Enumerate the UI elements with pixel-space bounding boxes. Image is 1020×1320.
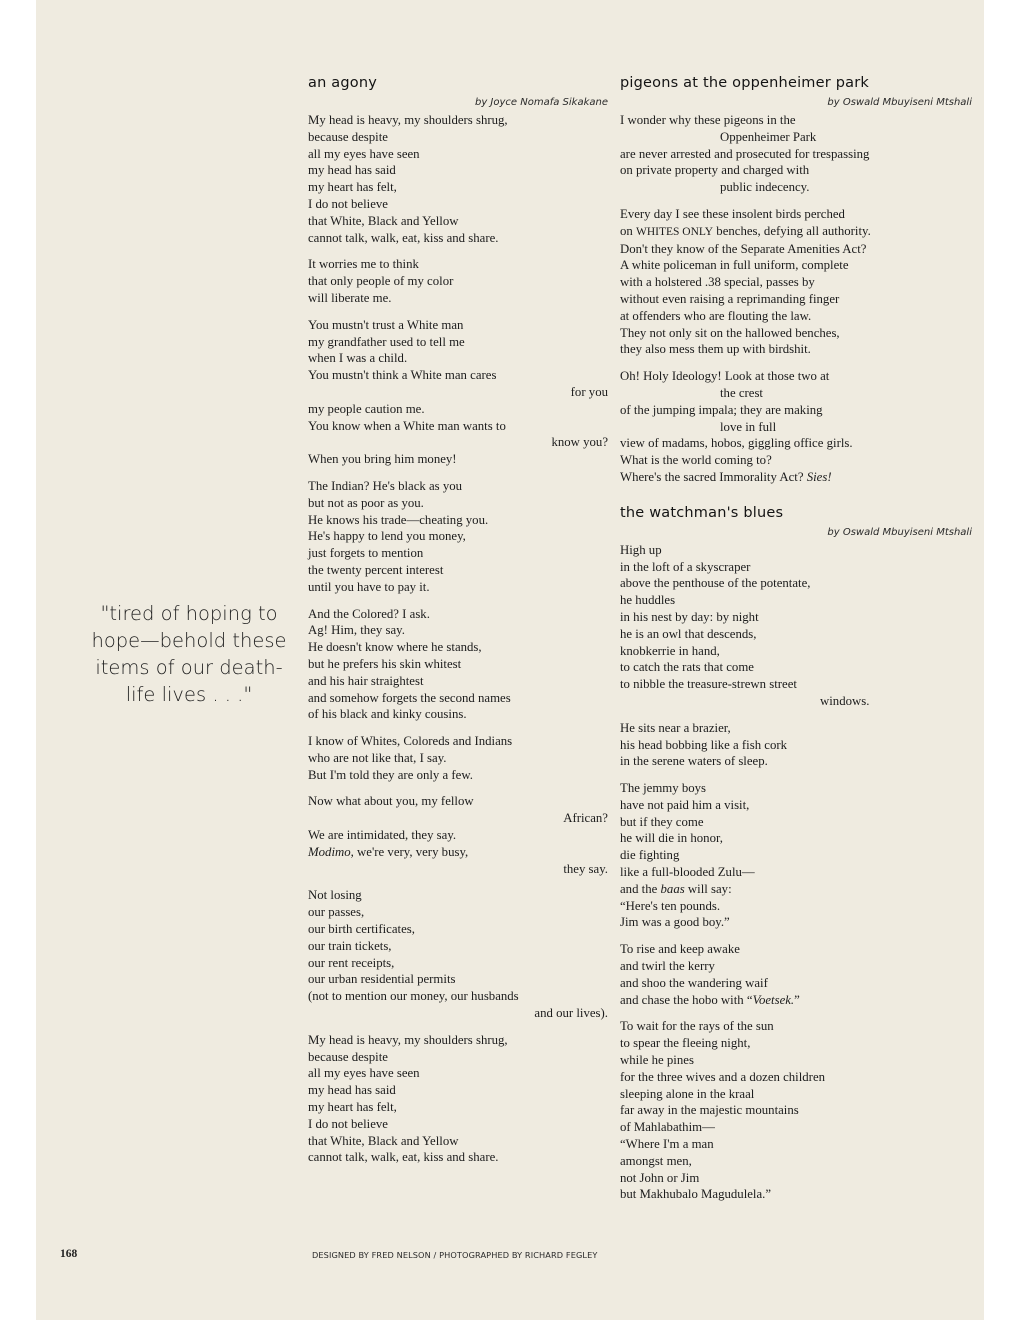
stanza: [308, 733, 608, 783]
poem-line: for you: [570, 384, 608, 399]
poem-line: with a holstered .38 special, passes by: [620, 275, 815, 290]
poem-line: like a full-blooded Zulu—: [620, 865, 755, 880]
poem-line: will liberate me.: [308, 290, 392, 305]
poem-body: [620, 542, 972, 1203]
left-column: [308, 74, 608, 1176]
poem-line: He sits near a brazier,: [620, 720, 731, 735]
stanza: [620, 720, 972, 770]
poem-line: he will die in honor,: [620, 831, 723, 846]
poem-line: all my eyes have seen: [308, 146, 420, 161]
stanza: [308, 606, 608, 724]
poem-line: that only people of my color: [308, 274, 454, 289]
pull-quote: "tired of hoping to hope—behold these items of our death-life lives . . .": [91, 602, 287, 706]
poem-line: And the Colored? I ask.: [308, 606, 430, 621]
poem-an-agony: [308, 74, 608, 1166]
poem-watchmans-blues: [620, 504, 972, 1203]
poem-line: Modimo, we're very, very busy,: [308, 844, 469, 859]
poem-line: he huddles: [620, 593, 676, 608]
poem-line: The Indian? He's black as you: [308, 478, 463, 493]
poem-line: on private property and charged with: [620, 163, 810, 178]
stanza: [308, 478, 608, 596]
poem-line: my head has said: [308, 163, 396, 178]
poem-byline: by Joyce Nomafa Sikakane: [474, 97, 608, 108]
poem-line: just forgets to mention: [308, 546, 424, 561]
poem-line: in the serene waters of sleep.: [620, 754, 768, 769]
poem-line: The jemmy boys: [620, 781, 707, 796]
poem-line: He doesn't know where he stands,: [308, 640, 482, 655]
poem-line: view of madams, hobos, giggling office girls.: [620, 436, 853, 451]
poem-line: his head bobbing like a fish cork: [620, 737, 788, 752]
magazine-page: [36, 0, 984, 1320]
poem-title: an agony: [308, 75, 378, 91]
poem-line: that White, Black and Yellow: [308, 1133, 459, 1148]
poem-line: know you?: [551, 435, 608, 450]
poem-line: not John or Jim: [620, 1170, 700, 1185]
poem-line: I do not believe: [308, 196, 388, 211]
poem-line: (not to mention our money, our husbands: [308, 989, 519, 1004]
poem-line: Oh! Holy Ideology! Look at those two at: [620, 369, 830, 384]
poem-title: the watchman's blues: [620, 504, 784, 521]
poem-line: the crest: [720, 385, 763, 400]
poem-line: public indecency.: [720, 180, 810, 195]
stanza: [308, 256, 608, 306]
poem-line: and somehow forgets the second names: [308, 690, 511, 705]
poem-byline: by Oswald Mbuyiseni Mtshali: [827, 526, 972, 538]
poem-line: my heart has felt,: [308, 1100, 397, 1115]
poem-line: To rise and keep awake: [620, 942, 740, 957]
poem-line: He knows his trade—cheating you.: [308, 512, 489, 527]
poem-line: but Makhubalo Magudulela.”: [620, 1187, 772, 1202]
stanza: [620, 941, 972, 1008]
stanza: [620, 112, 972, 196]
poem-line: all my eyes have seen: [308, 1066, 420, 1081]
poem-line: cannot talk, walk, eat, kiss and share.: [308, 1150, 499, 1165]
poem-line: because despite: [308, 1049, 388, 1064]
poem-body: [620, 112, 972, 486]
poem-line: of his black and kinky cousins.: [308, 707, 467, 722]
poem-line: when I was a child.: [308, 351, 408, 366]
poem-line: on WHITES ONLY benches, defying all authority.: [620, 223, 871, 238]
poem-line: To wait for the rays of the sun: [620, 1019, 774, 1034]
poem-line: amongst men,: [620, 1153, 692, 1168]
poem-line: You know when a White man wants to: [308, 418, 506, 433]
poem-line: I wonder why these pigeons in the: [620, 113, 796, 127]
poem-line: We are intimidated, they say.: [308, 828, 457, 843]
poem-line: Where's the sacred Immorality Act? Sies!: [620, 469, 832, 484]
poem-line: in his nest by day: by night: [620, 609, 759, 624]
poem-line: You mustn't think a White man cares: [308, 368, 497, 383]
poem-line: to nibble the treasure-strewn street: [620, 677, 797, 692]
poem-line: in the loft of a skyscraper: [620, 559, 751, 574]
page-number: 168: [60, 1248, 78, 1260]
poem-line: Don't they know of the Separate Amenities Act?: [620, 241, 867, 256]
stanza: [308, 793, 608, 877]
poem-line: You mustn't trust a White man: [308, 317, 464, 332]
poem-line: He's happy to lend you money,: [308, 529, 466, 544]
poem-line: windows.: [820, 693, 870, 708]
poem-line: our urban residential permits: [308, 972, 456, 987]
poem-line: of Mahlabathim—: [620, 1120, 715, 1135]
poem-line: It worries me to think: [308, 257, 419, 272]
poem-line: to spear the fleeing night,: [620, 1036, 751, 1051]
stanza: [620, 1018, 972, 1203]
poem-line: and chase the hobo with “Voetsek.”: [620, 992, 800, 1007]
poem-line: cannot talk, walk, eat, kiss and share.: [308, 230, 499, 245]
stanza: [308, 887, 608, 1021]
poem-line: They not only sit on the hallowed benches,: [620, 325, 840, 340]
poem-line: my head has said: [308, 1083, 396, 1098]
poem-line: and the baas will say:: [620, 881, 732, 896]
poem-line: A white policeman in full uniform, complete: [620, 258, 849, 273]
poem-line: while he pines: [620, 1053, 694, 1068]
poem-line: Jim was a good boy.”: [620, 915, 730, 930]
stanza: [308, 112, 608, 246]
poem-title: pigeons at the oppenheimer park: [620, 75, 869, 91]
stanza: [308, 317, 608, 468]
poem-line: our passes,: [308, 905, 365, 920]
poem-line: African?: [563, 811, 608, 826]
poem-line: and shoo the wandering waif: [620, 975, 768, 990]
poem-line: without even raising a reprimanding finger: [620, 291, 840, 306]
poem-line: When you bring him money!: [308, 452, 457, 467]
poem-line: to catch the rats that come: [620, 660, 754, 675]
poem-line: Oppenheimer Park: [720, 129, 817, 144]
poem-line: High up: [620, 542, 662, 557]
poem-line: the twenty percent interest: [308, 562, 444, 577]
poem-line: above the penthouse of the potentate,: [620, 576, 811, 591]
poem-body: [308, 112, 608, 1166]
poem-line: “Where I'm a man: [620, 1137, 714, 1152]
stanza: [620, 368, 972, 486]
poem-line: and his hair straightest: [308, 673, 424, 688]
poem-line: I do not believe: [308, 1116, 388, 1131]
poem-line: love in full: [720, 419, 777, 434]
poem-line: have not paid him a visit,: [620, 797, 750, 812]
poem-line: and our lives).: [534, 1006, 608, 1021]
credits-line: DESIGNED BY FRED NELSON / PHOTOGRAPHED BY RICHARD FEGLEY: [312, 1250, 598, 1260]
poem-line: my grandfather used to tell me: [308, 334, 465, 349]
stanza: [620, 206, 972, 358]
poem-line: But I'm told they are only a few.: [308, 767, 473, 782]
poem-line: my heart has felt,: [308, 180, 397, 195]
poem-line: my people caution me.: [308, 401, 425, 416]
poem-line: that White, Black and Yellow: [308, 213, 459, 228]
poem-line: but not as poor as you.: [308, 495, 424, 510]
poem-line: our rent receipts,: [308, 955, 395, 970]
poem-line: Not losing: [308, 888, 362, 903]
poem-line: until you have to pay it.: [308, 579, 430, 594]
poem-line: of the jumping impala; they are making: [620, 402, 823, 417]
right-column: [620, 74, 972, 1213]
poem-line: and twirl the kerry: [620, 959, 715, 974]
poem-line: who are not like that, I say.: [308, 750, 447, 765]
poem-line: “Here's ten pounds.: [620, 898, 721, 913]
poem-pigeons: [620, 74, 972, 486]
poem-line: I know of Whites, Coloreds and Indians: [308, 734, 513, 749]
poem-line: far away in the majestic mountains: [620, 1103, 799, 1118]
poem-line: they say.: [563, 861, 608, 876]
poem-line: but he prefers his skin whitest: [308, 656, 462, 671]
poem-line: knobkerrie in hand,: [620, 643, 720, 658]
poem-line: Ag! Him, they say.: [308, 623, 405, 638]
poem-line: What is the world coming to?: [620, 453, 772, 468]
poem-line: for the three wives and a dozen children: [620, 1069, 826, 1084]
poem-line: My head is heavy, my shoulders shrug,: [308, 113, 508, 127]
poem-line: but if they come: [620, 814, 704, 829]
stanza: [308, 1032, 608, 1166]
poem-line: My head is heavy, my shoulders shrug,: [308, 1032, 508, 1047]
poem-line: our train tickets,: [308, 938, 392, 953]
poem-byline: by Oswald Mbuyiseni Mtshali: [827, 97, 972, 108]
poem-line: Now what about you, my fellow: [308, 794, 474, 809]
poem-line: he is an owl that descends,: [620, 626, 757, 641]
poem-line: Every day I see these insolent birds perched: [620, 206, 845, 221]
poem-line: because despite: [308, 129, 388, 144]
poem-line: are never arrested and prosecuted for trespassing: [620, 146, 870, 161]
poem-line: our birth certificates,: [308, 922, 415, 937]
stanza: [620, 780, 972, 931]
poem-line: they also mess them up with birdshit.: [620, 342, 811, 357]
poem-line: sleeping alone in the kraal: [620, 1086, 755, 1101]
stanza: [620, 542, 972, 710]
poem-line: die fighting: [620, 848, 680, 863]
poem-line: at offenders who are flouting the law.: [620, 308, 812, 323]
